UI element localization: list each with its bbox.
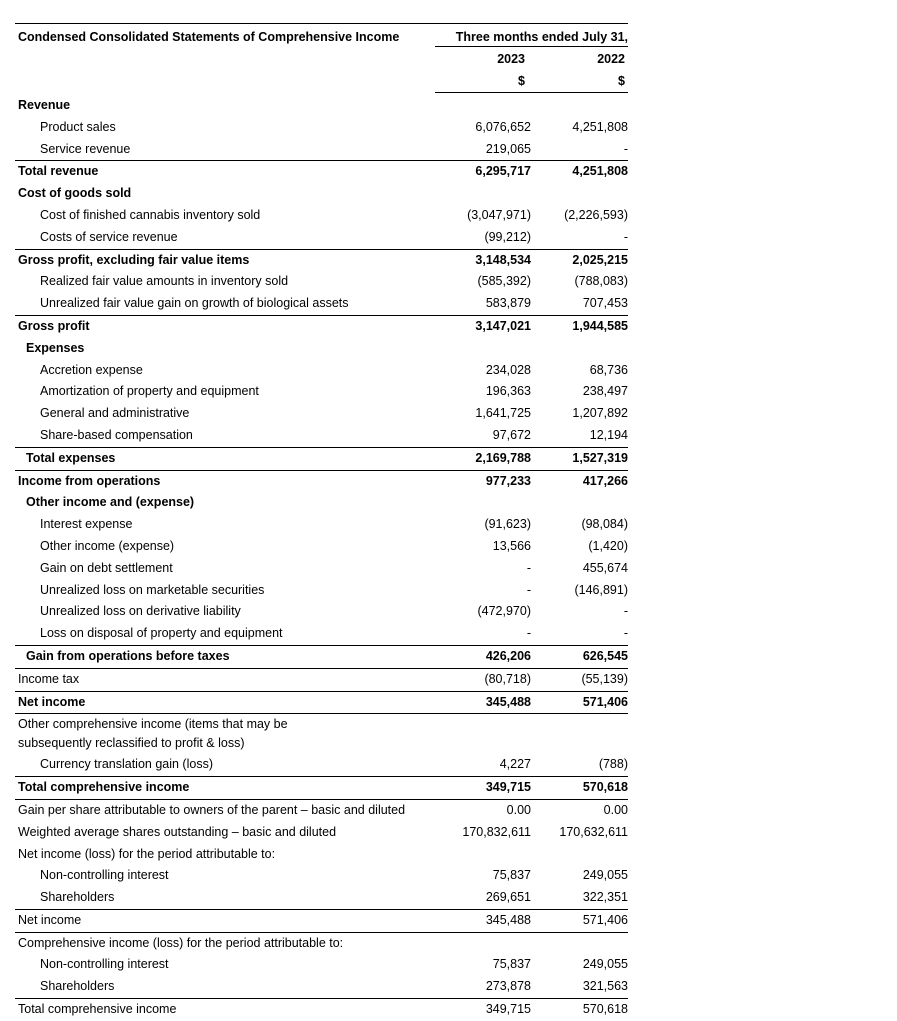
income-statement [15, 23, 628, 1021]
statement-row [15, 844, 628, 866]
statement-row [15, 249, 628, 272]
value-2023: (3,047,971) [467, 207, 531, 222]
value-2022: (788) [598, 757, 628, 772]
statement-row [15, 425, 628, 447]
row-label: Total comprehensive income [18, 1002, 177, 1017]
statement-row [15, 580, 628, 602]
value-2023: 6,076,652 [475, 119, 531, 134]
row-label: Unrealized loss on derivative liability [40, 604, 241, 619]
statement-row [15, 645, 628, 668]
statement-row [15, 139, 628, 161]
statement-row [15, 558, 628, 580]
row-label: Non-controlling interest [40, 957, 169, 972]
period-underline [435, 46, 628, 47]
value-2023: 13,566 [492, 538, 531, 553]
year-prior: 2022 [597, 52, 625, 66]
statement-row [15, 799, 628, 822]
period-label: Three months ended July 31, [455, 30, 628, 44]
value-2023: 4,227 [499, 757, 531, 772]
value-2022: (788,083) [574, 274, 628, 289]
value-2023: (80,718) [484, 671, 531, 686]
value-2022: 12,194 [589, 427, 628, 442]
value-2022: - [623, 604, 628, 619]
value-2022: 249,055 [582, 957, 628, 972]
row-label: Realized fair value amounts in inventory sold [40, 274, 289, 289]
statement-row [15, 403, 628, 425]
row-label: Accretion expense [40, 362, 143, 377]
statement-row [15, 713, 628, 754]
row-label: Total comprehensive income [18, 780, 190, 795]
row-label: Loss on disposal of property and equipment [40, 626, 283, 641]
value-2022: - [623, 229, 628, 244]
row-label: Non-controlling interest [40, 868, 169, 883]
value-2022: 570,618 [582, 1002, 628, 1017]
value-2022: 322,351 [582, 890, 628, 905]
value-2022: 0.00 [603, 802, 628, 817]
row-label: Gross profit, excluding fair value items [18, 252, 250, 267]
value-2022: 2,025,215 [572, 252, 628, 267]
value-2023: 1,641,725 [475, 406, 531, 421]
value-2023: 349,715 [485, 780, 531, 795]
value-2023: 170,832,611 [462, 824, 531, 839]
value-2022: 321,563 [582, 979, 628, 994]
value-2023: 219,065 [485, 141, 531, 156]
value-2023: 269,651 [485, 890, 531, 905]
statement-row [15, 160, 628, 183]
value-2022: (1,420) [588, 538, 628, 553]
statement-row [15, 932, 628, 955]
value-2023: (472,970) [477, 604, 531, 619]
value-2022: 707,453 [582, 296, 628, 311]
value-2023: 583,879 [485, 296, 531, 311]
row-label: Product sales [40, 119, 116, 134]
value-2023: 2,169,788 [475, 450, 531, 465]
value-2023: - [526, 582, 531, 597]
value-2022: (55,139) [581, 671, 628, 686]
row-label: Gain per share attributable to owners of the parent – basic and diluted [18, 802, 406, 817]
value-2023: 977,233 [485, 473, 531, 488]
value-2023: 3,148,534 [475, 252, 531, 267]
statement-row [15, 492, 628, 514]
statement-row [15, 360, 628, 382]
value-2023: 426,206 [485, 648, 531, 663]
value-2022: 417,266 [582, 473, 628, 488]
statement-rows [15, 95, 628, 1021]
statement-row [15, 776, 628, 799]
row-label: Gross profit [18, 318, 90, 333]
value-2022: 249,055 [582, 868, 628, 883]
statement-row [15, 976, 628, 998]
row-label: Shareholders [40, 890, 115, 905]
value-2022: 571,406 [582, 694, 628, 709]
statement-row [15, 822, 628, 844]
statement-row [15, 909, 628, 932]
statement-row [15, 381, 628, 403]
row-label: General and administrative [40, 406, 190, 421]
value-2022: 570,618 [582, 780, 628, 795]
row-label: Amortization of property and equipment [40, 384, 259, 399]
value-2022: 571,406 [582, 912, 628, 927]
row-label: Net income [18, 912, 82, 927]
row-label: Gain from operations before taxes [26, 648, 230, 663]
statement-row [15, 271, 628, 293]
value-2022: 1,207,892 [572, 406, 628, 421]
statement-row [15, 954, 628, 976]
value-2023: - [526, 626, 531, 641]
statement-row [15, 117, 628, 139]
statement-row [15, 205, 628, 227]
value-2023: 349,715 [485, 1002, 531, 1017]
value-2023: 6,295,717 [475, 164, 531, 179]
value-2022: 170,632,611 [559, 824, 628, 839]
row-label: Unrealized fair value gain on growth of biological assets [40, 296, 349, 311]
value-2023: - [526, 560, 531, 575]
value-2023: 97,672 [492, 427, 531, 442]
row-label: Share-based compensation [40, 427, 193, 442]
currency-underline [435, 92, 628, 93]
value-2023: 75,837 [492, 957, 531, 972]
statement-row [15, 95, 628, 117]
value-2022: 455,674 [582, 560, 628, 575]
statement-row [15, 447, 628, 470]
value-2023: (585,392) [477, 274, 531, 289]
row-label: Shareholders [40, 979, 115, 994]
value-2022: (2,226,593) [564, 207, 628, 222]
row-label: Unrealized loss on marketable securities [40, 582, 265, 597]
row-label: Service revenue [40, 141, 131, 156]
value-2022: (146,891) [574, 582, 628, 597]
statement-row [15, 887, 628, 909]
row-label: Revenue [18, 98, 71, 112]
currency-current: $ [518, 74, 525, 88]
row-label: Other comprehensive income (items that may be subsequently reclassified to profit & loss) [18, 717, 288, 751]
statement-row [15, 998, 628, 1021]
value-2022: 1,527,319 [572, 450, 628, 465]
value-2022: (98,084) [581, 517, 628, 532]
row-label: Other income (expense) [40, 538, 175, 553]
row-label: Gain on debt settlement [40, 560, 173, 575]
value-2023: 345,488 [485, 912, 531, 927]
row-label: Other income and (expense) [26, 495, 195, 510]
currency-prior: $ [618, 74, 625, 88]
value-2023: (91,623) [484, 517, 531, 532]
statement-row [15, 865, 628, 887]
header-top-rule [15, 23, 628, 24]
row-label: Cost of goods sold [18, 186, 132, 201]
statement-row [15, 514, 628, 536]
statement-row [15, 754, 628, 776]
value-2023: 0.00 [506, 802, 531, 817]
value-2023: 196,363 [485, 384, 531, 399]
statement-header [15, 23, 628, 95]
value-2023: (99,212) [484, 229, 531, 244]
value-2022: 4,251,808 [572, 119, 628, 134]
row-label: Currency translation gain (loss) [40, 757, 213, 772]
row-label: Cost of finished cannabis inventory sold [40, 207, 261, 222]
statement-row [15, 536, 628, 558]
value-2022: 4,251,808 [572, 164, 628, 179]
statement-row [15, 293, 628, 315]
row-label: Interest expense [40, 517, 133, 532]
row-label: Weighted average shares outstanding – basic and diluted [18, 824, 337, 839]
statement-row [15, 315, 628, 338]
row-label: Comprehensive income (loss) for the period attributable to: [18, 935, 344, 950]
row-label: Total revenue [18, 164, 99, 179]
value-2022: 626,545 [582, 648, 628, 663]
row-label: Net income (loss) for the period attributable to: [18, 846, 276, 861]
statement-row [15, 601, 628, 623]
row-label: Income tax [18, 671, 80, 686]
value-2023: 345,488 [485, 694, 531, 709]
value-2022: - [623, 141, 628, 156]
row-label: Net income [18, 694, 86, 709]
row-label: Income from operations [18, 473, 161, 488]
value-2023: 273,878 [485, 979, 531, 994]
row-label: Costs of service revenue [40, 229, 178, 244]
year-current: 2023 [497, 52, 525, 66]
value-2023: 234,028 [485, 362, 531, 377]
value-2023: 3,147,021 [475, 318, 531, 333]
value-2023: 75,837 [492, 868, 531, 883]
statement-row [15, 338, 628, 360]
row-label: Expenses [26, 340, 85, 355]
value-2022: 1,944,585 [572, 318, 628, 333]
row-label: Total expenses [26, 450, 116, 465]
statement-row [15, 470, 628, 493]
statement-row [15, 623, 628, 645]
value-2022: - [623, 626, 628, 641]
statement-title: Condensed Consolidated Statements of Comprehensive Income [18, 30, 400, 44]
value-2022: 68,736 [589, 362, 628, 377]
statement-row [15, 227, 628, 249]
statement-row [15, 183, 628, 205]
value-2022: 238,497 [582, 384, 628, 399]
statement-row [15, 668, 628, 691]
statement-row [15, 691, 628, 714]
